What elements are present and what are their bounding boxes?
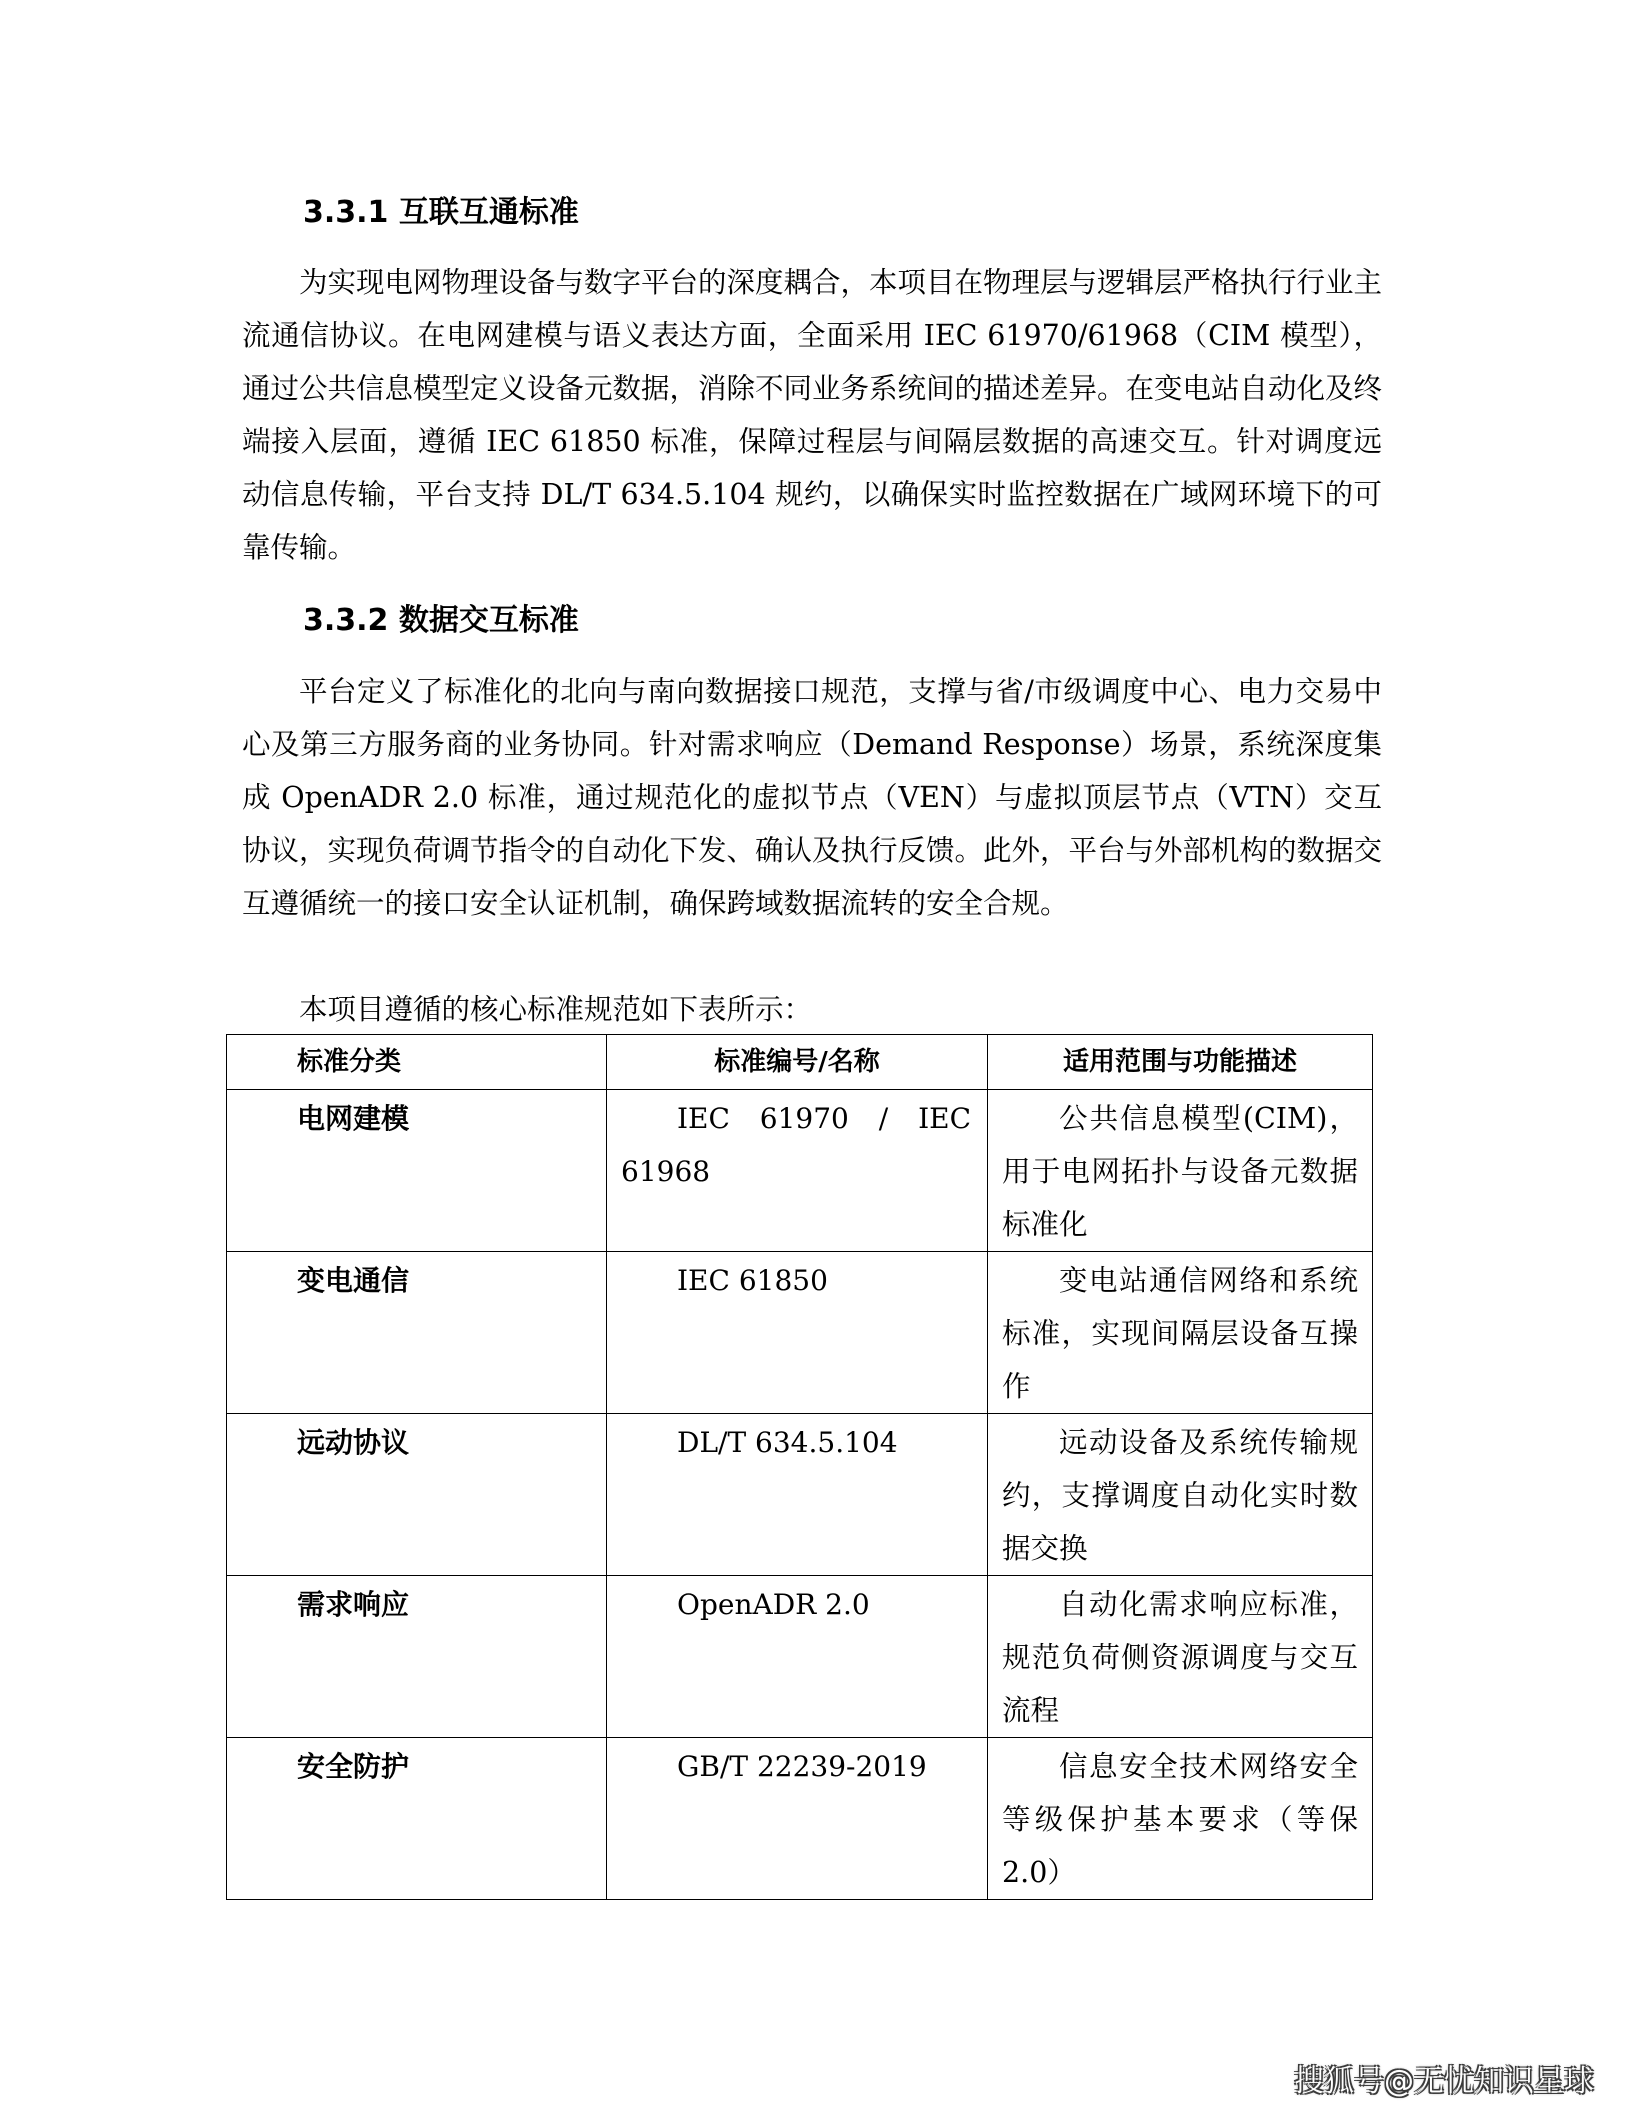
table-row bbox=[227, 1738, 1373, 1900]
header-description: 适用范围与功能描述 bbox=[988, 1035, 1373, 1090]
standards-table bbox=[226, 1034, 1373, 1900]
row-category: 变电通信 bbox=[297, 1264, 410, 1297]
row-category: 远动协议 bbox=[297, 1426, 410, 1459]
row-category: 电网建模 bbox=[297, 1102, 410, 1135]
row-description: 公共信息模型(CIM)，用于电网拓扑与设备元数据标准化 bbox=[1002, 1102, 1358, 1241]
row-category: 需求响应 bbox=[297, 1588, 410, 1621]
section-heading-3-3-1: 3.3.1 互联互通标准 bbox=[303, 195, 579, 230]
row-description: 信息安全技术网络安全等级保护基本要求（等保 2.0） bbox=[1002, 1750, 1358, 1889]
table-header-row bbox=[227, 1035, 1373, 1090]
row-category: 安全防护 bbox=[297, 1750, 410, 1783]
row-description: 远动设备及系统传输规约，支撑调度自动化实时数据交换 bbox=[1002, 1426, 1358, 1565]
table-row bbox=[227, 1090, 1373, 1252]
row-code: DL/T 634.5.104 bbox=[677, 1426, 898, 1459]
row-code: GB/T 22239-2019 bbox=[677, 1750, 927, 1783]
table-row bbox=[227, 1252, 1373, 1414]
header-code: 标准编号/名称 bbox=[607, 1035, 988, 1090]
row-description: 自动化需求响应标准，规范负荷侧资源调度与交互流程 bbox=[1002, 1588, 1358, 1727]
watermark: 搜狐号@无忧知识星球 bbox=[1294, 2064, 1594, 2099]
header-category: 标准分类 bbox=[227, 1035, 607, 1090]
row-code: IEC 61970 / IEC 61968 bbox=[621, 1102, 971, 1188]
section-heading-3-3-2: 3.3.2 数据交互标准 bbox=[303, 603, 579, 638]
row-code: OpenADR 2.0 bbox=[677, 1588, 870, 1621]
paragraph-data-exchange: 平台定义了标准化的北向与南向数据接口规范，支撑与省/市级调度中心、电力交易中心及第三方服务商的业务协同。针对需求响应（Demand Response）场景，系统深度集成 OpenADR 2.0 标准，通过规范化的虚拟节点（VEN）与虚拟顶层节点（VTN）交互协议，实现负荷调节指令的自动化下发、确认及执行反馈。此外，平台与外部机构的数据交互遵循统一的接口安全认证机制，确保跨域数据流转的安全合规。 bbox=[242, 675, 1383, 920]
row-code: IEC 61850 bbox=[677, 1264, 828, 1297]
table-row bbox=[227, 1576, 1373, 1738]
paragraph-interconnection: 为实现电网物理设备与数字平台的深度耦合，本项目在物理层与逻辑层严格执行行业主流通信协议。在电网建模与语义表达方面，全面采用 IEC 61970/61968（CIM 模型），通过公共信息模型定义设备元数据，消除不同业务系统间的描述差异。在变电站自动化及终端接入层面，遵循 IEC 61850 标准，保障过程层与间隔层数据的高速交互。针对调度远动信息传输，平台支持 DL/T 634.5.104 规约，以确保实时监控数据在广域网环境下的可靠传输。 bbox=[242, 266, 1383, 564]
table-row bbox=[227, 1414, 1373, 1576]
row-description: 变电站通信网络和系统标准，实现间隔层设备互操作 bbox=[1002, 1264, 1358, 1403]
table-caption: 本项目遵循的核心标准规范如下表所示： bbox=[299, 993, 813, 1026]
